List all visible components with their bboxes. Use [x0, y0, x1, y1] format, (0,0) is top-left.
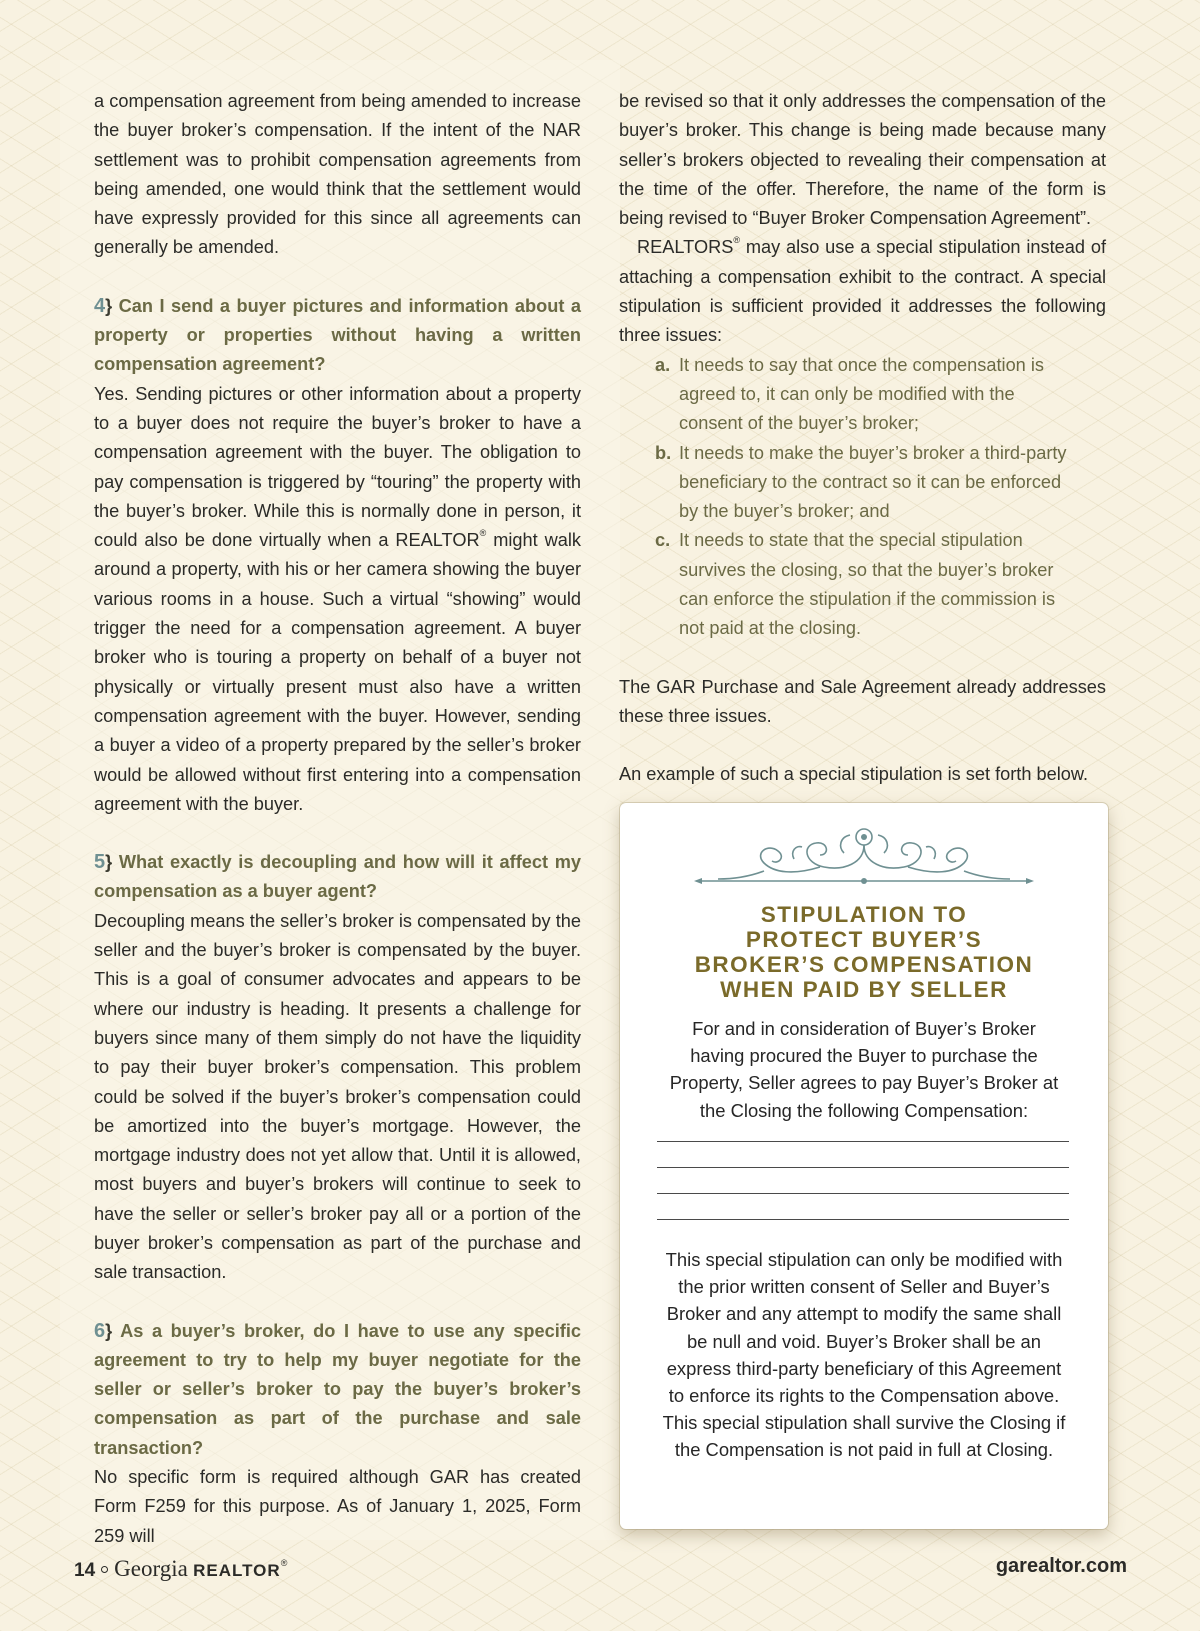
question-brace: } — [105, 295, 113, 316]
compensation-blank-line — [657, 1141, 1069, 1142]
stipulation-terms-text: This special stipulation can only be modified with the prior written consent of Seller and Buyer’s Broker and any attempt to modify the same shall be null and void. Buyer’s Broker shall be an express third-party beneficiary of this Agreement to enforce its rights to the Compensation above. This special stipulation shall survive the Closing if the Compensation is not paid in full at Closing. — [662, 1249, 1066, 1461]
answer-text: Yes. Sending pictures or other information about a property to a buyer does not require the buyer’s broker to have a compensation agreement with the buyer. The obligation to pay compensation is triggered by “touring” the property with the buyer’s broker. While this is normally done in person, it could also be done virtually when a REALTOR — [94, 383, 581, 551]
list-letter: b. — [655, 442, 672, 463]
answer-6: No specific form is required although GAR has created Form F259 for this purpose. As of January 1, 2025, Form 259 will — [94, 1467, 581, 1546]
question-number: 6 — [94, 1319, 106, 1342]
stipulation-box — [620, 803, 1108, 1529]
list-text: It needs to say that once the compensation is agreed to, it can only be modified with the consent of the buyer’s broker; — [679, 354, 1044, 434]
answer-5: Decoupling means the seller’s broker is compensated by the seller and the buyer’s broker is compensated by the buyer. This is a goal of consumer advocates and appears to be where our industry is heading. It presents a challenge for buyers since many of them simply do not have the liquidity to pay their buyer broker’s compensation. This problem could be solved if the buyer’s broker’s compensation could be amortized into the buyer’s mortgage. However, the mortgage industry does not yet allow that. Until it is allowed, most buyers and buyer’s brokers will continue to seek to have the seller or seller’s broker pay all or a portion of the buyer broker’s compensation as part of the purchase and sale transaction. — [94, 910, 581, 1283]
question-6 — [94, 1317, 581, 1463]
answer-4 — [94, 380, 581, 819]
paragraph-text: may also use a special stipulation instead of attaching a compensation exhibit to the contract. A special stipulation is sufficient provided it addresses the following three issues: — [619, 237, 1106, 346]
requirements-list — [619, 351, 1106, 644]
magazine-name-georgia: Georgia — [114, 1556, 188, 1581]
registered-mark: ® — [479, 528, 487, 539]
list-text: It needs to state that the special stipulation survives the closing, so that the buyer’s broker can enforce the stipulation if the commission is not paid at the closing. — [679, 530, 1056, 639]
list-letter: c. — [655, 530, 671, 551]
list-item — [619, 526, 1069, 643]
registered-mark: ® — [280, 1558, 288, 1568]
question-brace: } — [105, 1320, 113, 1341]
page-number: 14 — [74, 1560, 96, 1581]
list-item — [619, 351, 1069, 439]
bullet-circle-icon — [101, 1566, 108, 1573]
stipulation-title — [620, 902, 1108, 1002]
stipulation-consideration-text: For and in consideration of Buyer’s Broker having procured the Buyer to purchase the Property, Seller agrees to pay Buyer’s Broker at the Closing the following Compensation: — [669, 1018, 1059, 1121]
title-line: WHEN PAID BY SELLER — [720, 977, 1008, 1002]
question-number: 5 — [94, 851, 106, 874]
list-item — [619, 439, 1069, 527]
paragraph-continued: be revised so that it only addresses the compensation of the buyer’s broker. This change is being made because many seller’s brokers objected to revealing their compensation at the time of the offer. Therefore, the name of the form is being revised to “Buyer Broker Compensation Agreement”. — [619, 91, 1106, 229]
paragraph-realtors — [619, 233, 1106, 350]
title-line: BROKER’S COMPENSATION — [694, 952, 1034, 977]
scroll-flourish-ornament-icon — [694, 823, 1034, 893]
registered-mark: ® — [733, 235, 740, 246]
question-text: What exactly is decoupling and how will it affect my compensation as a buyer agent? — [94, 852, 581, 902]
list-letter: a. — [655, 354, 671, 375]
question-4 — [94, 292, 581, 380]
compensation-blank-line — [657, 1167, 1069, 1168]
paragraph-gar: The GAR Purchase and Sale Agreement already addresses these three issues. — [619, 676, 1106, 726]
paragraph-example: An example of such a special stipulation is set forth below. — [619, 764, 1089, 785]
left-column — [94, 87, 581, 1551]
title-line: PROTECT BUYER’S — [745, 927, 983, 952]
footer-page-info — [74, 1556, 287, 1584]
question-brace: } — [105, 852, 113, 873]
list-text: It needs to make the buyer’s broker a third-party beneficiary to the contract so it can be enforced by the buyer’s broker; and — [679, 442, 1067, 522]
footer-website: garealtor.com — [995, 1555, 1127, 1577]
question-number: 4 — [94, 294, 106, 317]
question-5 — [94, 848, 581, 907]
paragraph-intro: a compensation agreement from being amended to increase the buyer broker’s compensation. If the intent of the NAR settlement was to prohibit compensation agreements from being amended, one would think that the settlement would have expressly provided for this since all agreements can generally be amended. — [94, 91, 581, 258]
title-line: STIPULATION TO — [760, 902, 968, 927]
magazine-name-realtor: REALTOR — [193, 1561, 281, 1580]
answer-text: might walk around a property, with his or her camera showing the buyer various rooms in a house. Such a virtual “showing” would trigger the need for a compensation agreement. A buyer broker who is touring a property on behalf of a buyer not physically or virtually present must also have a written compensation agreement with the buyer. However, sending a buyer a video of a property prepared by the seller’s broker would be allowed without first entering into a compensation agreement with the buyer. — [94, 530, 581, 814]
paragraph-text: REALTORS — [637, 237, 734, 258]
question-text: As a buyer’s broker, do I have to use any specific agreement to try to help my buyer negotiate for the seller or seller’s broker to pay the buyer’s broker’s compensation as part of the purchase and sale transaction? — [94, 1320, 581, 1458]
question-text: Can I send a buyer pictures and information about a property or properties without having a written compensation agreement? — [94, 295, 581, 375]
compensation-blank-line — [657, 1219, 1069, 1220]
right-column — [619, 87, 1106, 790]
compensation-blank-line — [657, 1193, 1069, 1194]
